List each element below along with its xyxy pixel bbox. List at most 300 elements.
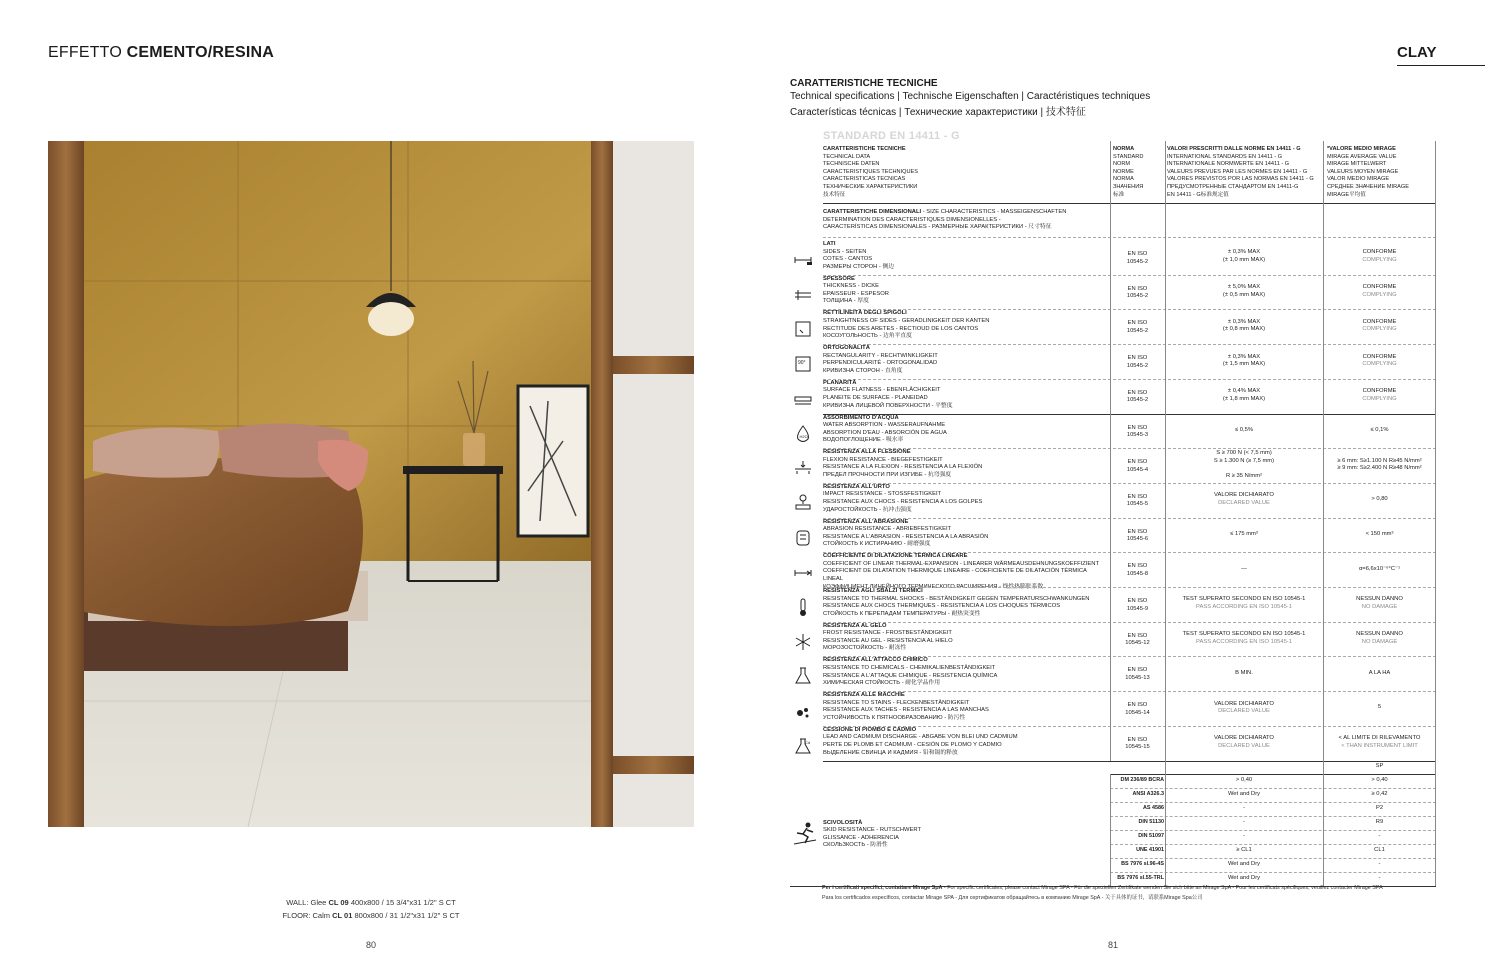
text-line: УДАРОСТОЙКОСТЬ - 抗冲击强度 (823, 506, 912, 513)
text-line: SURFACE FLATNESS - EBENFLÄCHIGKEIT (823, 387, 941, 394)
page-number-left: 80 (366, 940, 377, 950)
dimensional-title: CARATTERISTICHE DIMENSIONALI (823, 209, 922, 215)
text-line: NORMA (1113, 176, 1134, 183)
text-line: CONFORME (1362, 249, 1397, 256)
row-11-norm (1110, 598, 1165, 613)
text-line: EPAISSEUR - ESPESOR (823, 290, 889, 297)
text-line: RESISTANCE A LA FLEXION - RESISTENCIA A LA FLEXIÓN (823, 464, 983, 471)
text-line: ТЕХНИЧЕСКИЕ ХАРАКТЕРИСТИКИ (823, 183, 918, 190)
text-line: α=6,6x10⁻⁶°C⁻¹ (1358, 565, 1401, 572)
rectangularity-icon (792, 353, 814, 375)
text-line-grey: COMPLYING (1362, 291, 1397, 298)
chemical-flask-icon (792, 665, 814, 687)
section-heading (48, 44, 274, 62)
row-9-mirage-value (1323, 531, 1436, 539)
text-line: RESISTANCE AUX CHOCS THERMIQUES - RESISTENCIA A LOS CHOQUES TÉRMICOS (823, 603, 1061, 610)
text-line: PLANEITE DE SURFACE - PLANEIDAD (823, 394, 928, 401)
slip-value-4: R9 (1375, 818, 1384, 825)
text-line: NORME (1113, 168, 1134, 175)
text-line: ПРЕДЕЛ ПРОЧНОСТИ ПРИ ИЗГИБЕ - 抗弯强度 (823, 471, 952, 478)
text-line: 10545-2 (1126, 327, 1149, 334)
text-line: NESSUN DANNO (1356, 631, 1403, 638)
text-line: (± 0,5 mm MAX) (1222, 291, 1266, 298)
text-line: (± 1,0 mm MAX) (1222, 256, 1266, 263)
text-line-grey: NO DAMAGE (1361, 638, 1398, 645)
text-line: (± 0,8 mm MAX) (1222, 326, 1266, 333)
slip-required-2: Wet and Dry (1227, 790, 1261, 797)
text-line: 10545-15 (1125, 744, 1150, 751)
text-line: COEFFICIENTE DI DILATAZIONE TERMICA LINEARE (823, 553, 968, 560)
row-8-mirage-value (1323, 496, 1436, 504)
row-6-norm (1110, 425, 1165, 440)
text-line: RESISTANCE A L'ATTAQUE CHIMIQUE - RESISTENCIA QUÍMICA (823, 672, 998, 679)
col-sep-1 (1110, 141, 1111, 761)
text-line: 10545-6 (1126, 536, 1149, 543)
svg-text:Cd: Cd (805, 739, 811, 745)
dimensional-group (823, 209, 1113, 232)
text-line: СРЕДНЕЕ ЗНАЧЕНИЕ MIRAGE (1327, 183, 1409, 190)
text-line: CONFORME (1362, 388, 1397, 395)
text-line: GLISSANCE - ADHERENCIA (823, 834, 900, 841)
text-line: ± 5,0% MAX (1227, 284, 1261, 291)
row-12-required (1165, 631, 1323, 646)
text-line: SKID RESISTANCE - RUTSCHWERT (823, 827, 922, 834)
slip-norm-6: UNE 41901 (1136, 846, 1164, 853)
text-line: EN ISO (1127, 355, 1148, 362)
text-line: MIRAGE AVERAGE VALUE (1327, 153, 1397, 160)
text-line: COEFFICIENT DE DILATATION THERMIQUE LINEAIRE - COEFICIENTE DE DILATACIÓN TÉRMICA LINEAL (823, 568, 1087, 583)
text-line: CONFORME (1362, 318, 1397, 325)
slip-value-8: - (1378, 874, 1381, 881)
text-line: 10545-9 (1126, 605, 1149, 612)
text-line: 10545-12 (1125, 640, 1150, 647)
text-line: RESISTANCE AUX CHOCS - RESISTENCIA A LOS GOLPES (823, 499, 983, 506)
text-line: THICKNESS - DICKE (823, 283, 880, 290)
footnote-rest: - For specific certificates, please contact Mirage SPA - Für die speziellen Zertifikate wenden Sie sich bitte an Mirage SpA - Pour les certificats spécifiques, veuillez contacter Mirage SPA (942, 885, 1383, 891)
row-14-mirage-value (1323, 704, 1436, 712)
text-line-grey: NO DAMAGE (1361, 603, 1398, 610)
text-line: МОРОЗОСТОЙКОСТЬ - 耐冻性 (823, 645, 907, 652)
text-line: ≤ 0,5% (1234, 426, 1253, 433)
row-9-name (823, 519, 1108, 549)
text-line: S ≥ 700 N (< 7,5 mm) (1216, 450, 1272, 456)
text-line: ORTOGONALITÀ (823, 345, 870, 352)
text-line: ХИМИЧЕСКАЯ СТОЙКОСТЬ - 耐化学品作用 (823, 680, 941, 687)
text-line: CARACTERÍSTICAS DIMENSIONALES - РАЗМЕРНЫЕ ХАРАКТЕРИСТИКИ - 尺寸特征 (823, 224, 1052, 231)
row-7-required (1165, 450, 1323, 480)
text-line: 10545-5 (1126, 501, 1149, 508)
text-line: INTERNATIONAL STANDARDS EN 14411 - G (1167, 153, 1283, 160)
row-13-name (823, 657, 1108, 687)
caption-floor-rest: 800x800 / 31 1/2"x31 1/2" S CT (352, 911, 460, 920)
row-12-mirage-value (1323, 631, 1436, 646)
water-drop-icon (792, 423, 814, 445)
text-line: NORM (1113, 161, 1131, 168)
text-line: VALORI PRESCRITTI DALLE NORME EN 14411 - G (1167, 146, 1301, 152)
row-10-norm (1110, 563, 1165, 578)
text-line: RESISTANCE AUX TACHES - RESISTENCIA A LAS MANCHAS (823, 707, 989, 714)
text-line: ВОДОПОГЛОЩЕНИЕ - 吸水率 (823, 437, 904, 444)
text-line: 10545-2 (1126, 397, 1149, 404)
flexion-icon (792, 457, 814, 479)
slip-row-rule (1110, 830, 1436, 831)
row-4-name (823, 345, 1108, 375)
text-line: RESISTENZA ALLE MACCHIE (823, 692, 905, 699)
slip-norm-8: BS 7976 sl.55-TRL (1117, 874, 1164, 881)
slip-value-5: - (1378, 832, 1381, 839)
thickness-icon (792, 284, 814, 306)
text-line: ABRASION RESISTANCE - ABRIEBFESTIGKEIT (823, 526, 952, 533)
text-line: КРИВИЗНА ЛИЦЕВОЙ ПОВЕРХНОСТИ - 平整度 (823, 402, 953, 409)
text-line: 10545-4 (1126, 466, 1149, 473)
text-line: EN ISO (1127, 459, 1148, 466)
row-15-mirage-value (1323, 735, 1436, 750)
text-line: *VALORE MEDIO MIRAGE (1327, 146, 1396, 152)
text-line: RESISTANCE TO CHEMICALS - CHEMIKALIENBESTÄNDIGKEIT (823, 664, 996, 671)
row-5-name (823, 380, 1108, 410)
row-1-mirage-value (1323, 249, 1436, 264)
text-line: IMPACT RESISTANCE - STOSSFESTIGKEIT (823, 491, 942, 498)
text-line: < AL LIMITE DI RILEVAMENTO (1338, 735, 1421, 742)
slip-required-4: - (1243, 818, 1245, 825)
text-line: SIDES - SEITEN (823, 248, 867, 255)
text-line: < 150 mm³ (1365, 530, 1394, 537)
row-1-norm (1110, 251, 1165, 266)
row-11-mirage-value (1323, 596, 1436, 611)
row-15-name (823, 727, 1108, 757)
text-line: ± 0,4% MAX (1227, 388, 1261, 395)
text-line: EN ISO (1127, 493, 1148, 500)
row-8-required (1165, 492, 1323, 507)
text-line: EN ISO (1127, 389, 1148, 396)
text-line: (± 1,8 mm MAX) (1222, 395, 1266, 402)
slip-row-rule (1110, 872, 1436, 873)
text-line: CESSIONE DI PIOMBO E CADMIO (823, 726, 917, 733)
svg-text:H2O: H2O (799, 433, 808, 439)
text-line: EN ISO (1127, 632, 1148, 639)
text-line: RESISTENZA AL GELO (823, 622, 887, 629)
row-12-name (823, 623, 1108, 653)
text-line: VALEURS MOYEN MIRAGE (1327, 168, 1399, 175)
caption-wall-prefix: WALL: Glee (286, 898, 329, 907)
dimensional-rule (823, 237, 1436, 238)
slip-norm-4: DIN 51130 (1138, 818, 1164, 825)
text-line: RESISTENZA AGLI SBALZI TERMICI (823, 588, 923, 594)
text-line: INTERNATIONALE NORMWERTE EN 14411 - G (1167, 161, 1290, 168)
slip-norm-5: DIN 51097 (1138, 832, 1164, 839)
row-13-norm (1110, 667, 1165, 682)
text-line: ≤ 175 mm³ (1230, 530, 1258, 537)
slip-norm-7: BS 7976 sl.96-4S (1121, 860, 1164, 867)
row-2-name (823, 276, 1108, 306)
text-line: 标准 (1113, 191, 1125, 198)
text-line: EN ISO (1127, 563, 1148, 570)
text-line: PLANARITÀ (823, 379, 857, 386)
row-1-required (1165, 249, 1323, 264)
text-line: 10545-2 (1126, 362, 1149, 369)
text-line: CARACTERISTICAS TECNICAS (823, 176, 906, 183)
dimensional-title-line (823, 209, 1113, 217)
text-line: КРИВИЗНА СТОРОН - 直角度 (823, 367, 903, 374)
row-4-required (1165, 354, 1323, 369)
slip-required-1: > 0,40 (1235, 776, 1253, 783)
text-line (1165, 465, 1323, 473)
text-line: УСТОЙЧИВОСТЬ К ПЯТНООБРАЗОВАНИЮ - 防污性 (823, 714, 966, 721)
straightness-icon (792, 318, 814, 340)
text-line: CONFORME (1362, 353, 1397, 360)
text-line: — (1241, 565, 1247, 572)
text-line: EN ISO (1127, 320, 1148, 327)
slip-value-3: P2 (1375, 804, 1384, 811)
header-rule (823, 203, 1436, 204)
slip-required-6: ≥ CL1 (1236, 846, 1252, 853)
header-col-characteristics (823, 146, 1103, 199)
row-5-required (1165, 388, 1323, 403)
text-line: RESISTANCE TO THERMAL SHOCKS - BESTÄNDIGKEIT GEGEN TEMPERATURSCHWANKUNGEN (823, 595, 1090, 602)
text-line: RESISTENZA ALL'URTO (823, 483, 890, 490)
text-line: STRAIGHTNESS OF SIDES - GERADLINIGKEIT DER KANTEN (823, 317, 990, 324)
slip-required-7: Wet and Dry (1227, 860, 1261, 867)
row-2-mirage-value (1323, 284, 1436, 299)
row-5-mirage-value (1323, 388, 1436, 403)
abrasion-icon (792, 527, 814, 549)
slip-top-value: SP (1375, 762, 1384, 769)
page-number-right: 81 (1108, 940, 1119, 950)
text-line: ≥ 9 mm: S≥2.400 N R≥48 N/mm² (1337, 465, 1422, 472)
standard-title: STANDARD EN 14411 - G (823, 130, 960, 142)
row-11-name (823, 588, 1108, 618)
slip-rule-sp (1110, 774, 1436, 775)
slip-value-2: ≥ 0,42 (1371, 790, 1388, 797)
text-line: SCIVOLOSITÀ (823, 819, 863, 826)
text-line: КОЭФФИЦИЕНТ ЛИНЕЙНОГО ТЕРМИЧЕСКОГО РАСШИРЕНИЯ - 线性热膨胀系数 (823, 583, 1044, 590)
col-sep-3 (1323, 141, 1324, 886)
caption-wall-rest: 400x800 / 15 3/4"x31 1/2" S CT (348, 898, 456, 907)
row-15-norm (1110, 737, 1165, 752)
brand-title: CLAY (1397, 44, 1437, 61)
specs-subtitle-1: Technical specifications | Technische Eigenschaften | Caractéristiques techniques (790, 91, 1151, 102)
text-line-grey: PASS ACCORDING EN ISO 10545-1 (1196, 638, 1292, 645)
row-14-norm (1110, 702, 1165, 717)
specs-title: CARATTERISTICHE TECNICHE (790, 78, 938, 89)
text-line: 10545-14 (1125, 709, 1150, 716)
text-line: CARATTERISTICHE TECNICHE (823, 146, 906, 152)
text-line-grey: COMPLYING (1362, 256, 1397, 263)
text-line: RETTILINEITÀ DEGLI SPIGOLI (823, 310, 907, 317)
row-10-name (823, 553, 1108, 591)
row-1-name (823, 241, 1108, 271)
text-line: VALOR MEDIO MIRAGE (1327, 176, 1390, 183)
text-line: СТОЙКОСТЬ К ПЕРЕПАДАМ ТЕМПЕРАТУРЫ - 耐热突变性 (823, 610, 981, 617)
text-line-grey: COMPLYING (1362, 326, 1397, 333)
text-line: RESISTANCE AU GEL - RESISTENCIA AL HIELO (823, 637, 953, 644)
text-line: 10545-2 (1126, 293, 1149, 300)
text-line: MIRAGE平均值 (1327, 191, 1366, 198)
text-line: 10545-13 (1125, 674, 1150, 681)
dimensional-line-1: - SIZE CHARACTERISTICS - MASSEIGENSCHAFTEN (921, 209, 1067, 215)
text-line: EN ISO (1127, 251, 1148, 257)
snowflake-icon (792, 631, 814, 653)
text-line: TEST SUPERATO SECONDO EN ISO 10545-1 (1182, 631, 1306, 638)
text-line: RESISTENZA ALL'ABRASIONE (823, 518, 909, 525)
row-7-norm (1110, 459, 1165, 474)
text-line: S ≥ 1.300 N (≥ 7,5 mm) (1213, 457, 1275, 464)
text-line: 技术特征 (823, 191, 846, 198)
row-8-norm (1110, 494, 1165, 509)
slip-required-5: - (1243, 832, 1245, 839)
row-7-name (823, 449, 1108, 479)
brand-underline (1397, 65, 1485, 66)
text-line: ≤ 0,1% (1370, 426, 1389, 433)
slip-row-rule (1110, 844, 1436, 845)
row-10-required (1165, 566, 1323, 574)
text-line: ASSORBIMENTO D'ACQUA (823, 414, 899, 421)
heading-light: EFFETTO (48, 44, 122, 61)
row-9-norm (1110, 529, 1165, 544)
text-line: > 0,80 (1371, 496, 1388, 503)
text-line-grey: COMPLYING (1362, 395, 1397, 402)
row-7-mirage-value (1323, 458, 1436, 473)
text-line: EN ISO (1127, 598, 1148, 604)
text-line: DETERMINATION DES CARACTERISTIQUES DIMENSIONELLES - (823, 216, 1001, 223)
text-line: STANDARD (1113, 153, 1144, 160)
text-line: ВЫДЕЛЕНИЕ СВИНЦА И КАДМИЯ - 铅和镉的释放 (823, 749, 958, 756)
row-9-required (1165, 531, 1323, 539)
text-line-grey: DECLARED VALUE (1218, 708, 1270, 715)
text-line: VALORE DICHIARATO (1214, 492, 1274, 499)
text-line: ± 0,3% MAX (1227, 249, 1261, 256)
slip-norm-1: DM 236/89 BCRA (1120, 776, 1164, 783)
text-line: РАЗМЕРЫ СТОРОН - 侧边 (823, 263, 895, 270)
text-line: ≥ 6 mm: S≥1.100 N R≥45 N/mm² (1337, 457, 1422, 464)
lead-cadmium-icon (792, 735, 814, 757)
text-line: RESISTENZA ALLA FLESSIONE (823, 449, 911, 456)
slip-value-1: > 0,40 (1371, 776, 1388, 783)
flatness-icon (792, 388, 814, 410)
row-4-norm (1110, 355, 1165, 370)
col-sep-2 (1165, 141, 1166, 886)
text-line: RESISTANCE TO STAINS - FLECKENBESTÄNDIGKEIT (823, 699, 970, 706)
text-line: MIRAGE MITTELWERT (1327, 161, 1387, 168)
text-line: FLEXION RESISTANCE - BIEGEFESTIGKEIT (823, 456, 943, 463)
text-line: NESSUN DANNO (1356, 596, 1403, 603)
row-13-required (1165, 670, 1323, 678)
text-line: 10545-2 (1126, 258, 1149, 265)
row-8-name (823, 484, 1108, 514)
text-line: (± 1,5 mm MAX) (1222, 361, 1266, 368)
caption-wall (48, 898, 694, 907)
text-line: КОСОУГОЛЬНОСТЬ - 边角平直度 (823, 333, 912, 340)
slip-norm-2: ANSI A326.3 (1132, 790, 1164, 797)
row-11-required (1165, 596, 1323, 611)
col-sep-4 (1435, 141, 1436, 886)
thermal-expansion-icon (792, 561, 814, 583)
slip-row-rule (1110, 816, 1436, 817)
text-line: TECHNICAL DATA (823, 153, 871, 160)
col-sep-slip (1110, 774, 1111, 886)
text-line: A LA HA (1368, 669, 1391, 676)
text-line: EN ISO (1127, 424, 1148, 431)
slip-norm-3: AS 4586 (1143, 804, 1164, 811)
row-2-norm (1110, 286, 1165, 301)
skid-resistance-icon (792, 820, 818, 846)
interior-photo (48, 141, 694, 827)
text-line: EN ISO (1127, 702, 1148, 709)
row-6-name (823, 415, 1108, 445)
text-line: EN ISO (1127, 736, 1148, 743)
slip-value-7: - (1378, 860, 1381, 867)
slip-row-rule (1110, 858, 1436, 859)
text-line: VALEURS PREVUES PAR LES NORMES EN 14411 - G (1167, 168, 1308, 175)
text-line-grey: < THAN INSTRUMENT LIMIT (1341, 742, 1418, 749)
text-line-grey: DECLARED VALUE (1218, 742, 1270, 749)
text-line: B MIN. (1235, 669, 1253, 676)
text-line: COEFFICIENT OF LINEAR THERMAL-EXPANSION - LINEARER WÄRMEAUSDEHNUNGSKOEFFIZIENT (823, 560, 1100, 567)
text-line: VALORE DICHIARATO (1214, 735, 1274, 742)
row-6-mirage-value (1323, 427, 1436, 435)
text-line: ABSORPTION D'EAU - ABSORCIÓN DE AGUA (823, 429, 947, 436)
text-line: RESISTANCE A L'ABRASION - RESISTENCIA A LA ABRASIÓN (823, 533, 989, 540)
row-15-required (1165, 735, 1323, 750)
text-line: LATI (823, 241, 836, 247)
slip-required-3: - (1243, 804, 1245, 811)
header-col-mirage (1327, 146, 1437, 199)
sides-icon (792, 249, 814, 271)
caption-floor-code: CL 01 (332, 911, 353, 920)
slip-rule-top (823, 761, 1436, 762)
caption-wall-code: CL 09 (328, 898, 349, 907)
text-line: ЗНАЧЕНИЯ (1113, 183, 1144, 190)
text-line-grey: DECLARED VALUE (1218, 499, 1270, 506)
thermometer-icon (792, 596, 814, 618)
text-line: TECHNISCHE DATEN (823, 161, 880, 168)
caption-floor (48, 911, 694, 920)
row-5-norm (1110, 390, 1165, 405)
slip-value-6: CL1 (1374, 846, 1385, 853)
text-line-grey: PASS ACCORDING EN ISO 10545-1 (1196, 603, 1292, 610)
text-line: ± 0,3% MAX (1227, 318, 1261, 325)
text-line: RECTANGULARITY - RECHTWINKLIGKEIT (823, 352, 938, 359)
text-line: VALORES PREVISTOS POR LAS NORMAS EN 14411 - G (1167, 176, 1314, 183)
text-line: ПРЕДУСМОТРЕННЫЕ СТАНДАРТОМ EN 14411-G (1167, 183, 1299, 190)
text-line: VALORE DICHIARATO (1214, 700, 1274, 707)
row-14-required (1165, 701, 1323, 716)
text-line: ТОЛЩИНА - 厚度 (823, 298, 869, 305)
text-line: SPESSORE (823, 275, 855, 282)
row-13-mirage-value (1323, 670, 1436, 678)
text-line: CARACTERISTIQUES TECHNIQUES (823, 168, 919, 175)
impact-icon (792, 492, 814, 514)
text-line: EN ISO (1127, 667, 1148, 674)
text-line: ± 0,3% MAX (1227, 353, 1261, 360)
header-col-required (1167, 146, 1323, 199)
footnote-bold: Per i certificati specifici, contattare Mirage SpA (822, 885, 943, 891)
row-12-norm (1110, 633, 1165, 648)
row-3-required (1165, 319, 1323, 334)
text-line: EN ISO (1127, 528, 1148, 535)
text-line: LEAD AND CADMIUM DISCHARGE - ABGABE VON BLEI UND CADMIUM (823, 734, 1018, 741)
text-line: RECTITUDE DES ARETES - RECTIOUD DE LOS CANTOS (823, 325, 979, 332)
text-line: R ≥ 35 N/mm² (1225, 472, 1263, 479)
text-line: FROST RESISTANCE - FROSTBESTÄNDIGKEIT (823, 630, 952, 637)
footnote-line-2: Para los certificados específicos, contactar Mirage SPA - Для сертификатов обращайтесь в компанию Mirage SpA - 关于具体的证书，请联系Mirage Spa公司 (822, 895, 1203, 901)
text-line: TEST SUPERATO SECONDO EN ISO 10545-1 (1182, 596, 1306, 603)
slip-row-rule (1110, 788, 1436, 789)
svg-text:90°: 90° (798, 360, 806, 367)
row-3-name (823, 310, 1108, 340)
row-10-mirage-value (1323, 566, 1436, 574)
stain-icon (792, 700, 814, 722)
